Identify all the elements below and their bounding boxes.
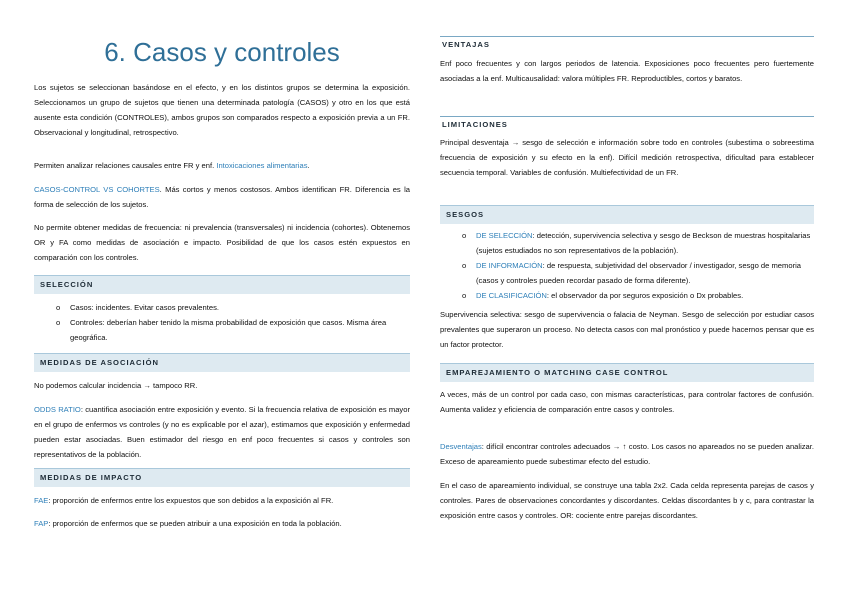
cc-highlight: CASOS-CONTROL VS COHORTES: [34, 185, 160, 194]
limitaciones-heading: LIMITACIONES: [440, 116, 814, 133]
seleccion-list: [34, 300, 410, 345]
left-column: [34, 0, 410, 528]
fap-paragraph: FAP: proporción de enfermos que se pueden atribuir a una exposición en toda la población.: [34, 519, 342, 528]
ventajas-paragraph: Enf poco frecuentes y con largos periodos de latencia. Exposiciones poco frecuentes pero fuertemente asociadas a la enf. Multicausalidad: valora múltiples FR. Reproductibles, cortos y baratos.: [440, 59, 814, 83]
ventajas-heading: VENTAJAS: [440, 36, 814, 53]
odds-paragraph: ODDS RATIO: cuantifica asociación entre exposición y evento. Si la frecuencia relativa de exposición es mayor en el grupo de enfermos vs controles (y no es explicable por el azar), estimamos que exposición y enfermedad pueden estar asociadas. Buen estimador del riesgo en enf poco frecuentes si casos y controles son representativos de la población.: [34, 405, 410, 459]
asociacion-paragraph: No podemos calcular incidencia → tampoco RR.: [34, 381, 198, 390]
seleccion-heading: SELECCIÓN: [34, 275, 410, 294]
list-item: o DE SELECCIÓN: detección, supervivencia selectiva y sesgo de Beckson de muestras hospitalarias (sujetos estudiados no son representativos de la población).: [462, 231, 811, 255]
sesgos-list: [440, 228, 814, 303]
asociacion-heading: MEDIDAS DE ASOCIACIÓN: [34, 353, 410, 372]
frequency-paragraph: No permite obtener medidas de frecuencia: ni prevalencia (transversales) ni incidencia (cohortes). Obtenemos OR y FA como medidas de asociación e impacto. Posibilidad de que los casos estén expuestos en comparación con los controles.: [34, 223, 410, 262]
list-item: o Casos: incidentes. Evitar casos prevalentes.: [56, 303, 219, 312]
relations-highlight: Intoxicaciones alimentarias: [216, 161, 308, 170]
relations-paragraph: Permiten analizar relaciones causales entre FR y enf. Intoxicaciones alimentarias.: [34, 161, 310, 170]
fae-paragraph: FAE: proporción de enfermos entre los expuestos que son debidos a la exposición al FR.: [34, 496, 334, 505]
emparejamiento-heading: EMPAREJAMIENTO O MATCHING CASE CONTROL: [440, 363, 814, 382]
limitaciones-paragraph: Principal desventaja → sesgo de selección e información sobre todo en controles (subestima o sobreestima frecuencia de exposición y su efecto en la enf). Difícil medición retrospectiva, dificultad para establecer secuencia temporal. Variables de confusión. Multiefectividad de un FR.: [440, 138, 814, 177]
list-item: o DE CLASIFICACIÓN: el observador da por seguros exposición o Dx probables.: [462, 291, 744, 300]
fap-highlight: FAP: [34, 519, 49, 528]
odds-highlight: ODDS RATIO: [34, 405, 81, 414]
intro-paragraph: Los sujetos se seleccionan basándose en el efecto, y en los distintos grupos se determina la exposición. Seleccionamos un grupo de sujetos que tienen una determinada patología (CASOS) y otro en los que está ausente esta condición (CONTROLES), ambos grupos son comparados respecto a exposición previa a un FR. Observacional y longitudinal, retrospectivo.: [34, 83, 410, 137]
list-item: o DE INFORMACIÓN: de respuesta, subjetividad del observador / investigador, sesgo de memoria (casos y controles pueden recordar pasado de forma diferente).: [462, 261, 802, 285]
list-item: o Controles: deberían haber tenido la misma probabilidad de exposición que casos. Misma área geográfica.: [56, 318, 387, 342]
individual-paragraph: En el caso de apareamiento individual, se construye una tabla 2x2. Cada celda representa parejas de casos y controles. Pares de observaciones concordantes y discordantes. Celdas discordantes b y c, para contrastar la exposición entre casos y controles. OR: cociente entre parejas discordantes.: [440, 481, 814, 520]
fae-highlight: FAE: [34, 496, 49, 505]
supervivencia-paragraph: Supervivencia selectiva: sesgo de supervivencia o falacia de Neyman. Sesgo de selección por estudiar casos prevalentes que superaron un proceso. No detecta casos con mal pronóstico y puede hacernos pensar que es un factor protector.: [440, 310, 814, 349]
emparejamiento-paragraph: A veces, más de un control por cada caso, con mismas características, para controlar factores de confusión. Aumenta validez y eficiencia de comparación entre casos y controles.: [440, 390, 814, 414]
desventajas-paragraph: Desventajas: difícil encontrar controles adecuados → ↑ costo. Los casos no apareados no se pueden analizar. Exceso de apareamiento puede subestimar efecto del estudio.: [440, 442, 814, 466]
sesgos-heading: SESGOS: [440, 205, 814, 224]
cc-paragraph: CASOS-CONTROL VS COHORTES. Más cortos y menos costosos. Ambos identifican FR. Diferencia es la forma de selección de los sujetos.: [34, 185, 410, 209]
page-title: 6. Casos y controles: [104, 37, 340, 67]
desventajas-highlight: Desventajas: [440, 442, 482, 451]
impacto-heading: MEDIDAS DE IMPACTO: [34, 468, 410, 487]
